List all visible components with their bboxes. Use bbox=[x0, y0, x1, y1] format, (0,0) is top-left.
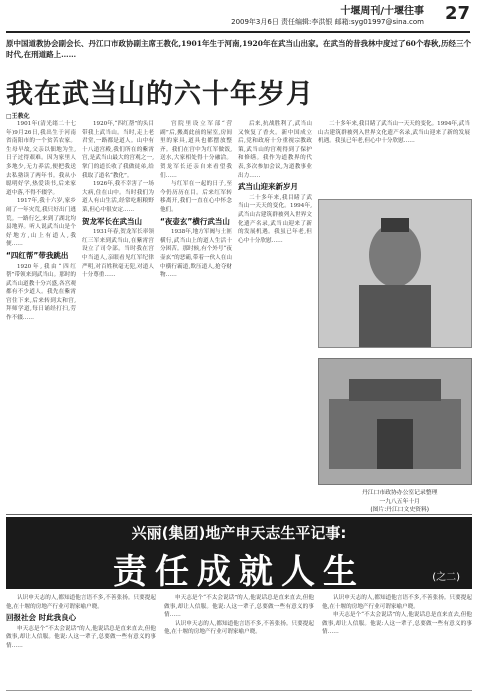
article-headline: 我在武当山的六十年岁月 bbox=[6, 79, 314, 110]
paragraph: 1920年,我由“四红帮”带领来到武当山。那时的武当山道教十分兴盛,各宫观都有不少道人。我先在紫霄宫住下来,后来转到太和宫,拜师学道,每日诵经打扫,劳作不辍…… bbox=[6, 263, 76, 322]
bottom-column-1 bbox=[6, 594, 156, 688]
issue-meta: 2009年3月6日 责任编辑:李洪银 邮箱:syg01997@sina.com bbox=[231, 18, 424, 26]
column-4 bbox=[238, 120, 312, 510]
paragraph: 申天志是个“不太会说话”的人,他说话总是直来直去,但他做事,却让人信服。他说:人这一辈子,总要做一些有意义的事情…… bbox=[164, 595, 314, 619]
historical-image bbox=[319, 359, 471, 484]
paragraph: 申天志是个“不太会说话”的人,他说话总是直来直去,但他做事,却让人信服。他说:人这一辈子,总要做一些有意义的事情…… bbox=[6, 625, 156, 649]
paragraph: 后来,抗战胜利了,武当山又恢复了香火。新中国成立后,党和政府十分重视宗教政策,武当山的宫观得到了保护和修缮。我作为道教界的代表,多次参加会议,为道教事业出力…… bbox=[238, 121, 312, 179]
page-number: 27 bbox=[444, 3, 470, 24]
paragraph: 认识申天志的人,都知道他言语不多,不善张扬。只要提起他,在十堰的房地产行业可谓家喻户晓。 bbox=[6, 595, 156, 610]
paragraph: 宫院里设立军部“营副”后,搬离此前的屋室,房间里的家具,道具也都摆放整齐。我们在宫中为红军做饭,送水,大家相处得十分融洽。贺龙军长还亲自来看望我们…… bbox=[160, 121, 232, 179]
section-subhead: “四红帮”带我跳出 bbox=[6, 250, 69, 260]
portrait-photo bbox=[318, 199, 472, 348]
historical-photo bbox=[318, 358, 472, 485]
paragraph: 认识申天志的人,都知道他言语不多,不善张扬。只要提起他,在十堰的房地产行业可谓家喻户晓。 bbox=[164, 620, 314, 636]
banner-part-tag: (之二) bbox=[432, 572, 460, 583]
paragraph: 1901年(清光绪二十七年)9月26日,我出生于河南省南阳市的一个贫苦农家。生母早故,父亲以佃地为生,日子过得艰难。因为家里人多地少,无力养活,便把我送去私塾读了两年书。我从小聪明好学,热爱读书,后来家道中落,不得不辍学。 bbox=[6, 121, 76, 196]
column-2 bbox=[82, 120, 154, 510]
bottom-rule bbox=[6, 690, 472, 691]
feature-banner bbox=[6, 517, 472, 592]
paragraph: 1931年春,贺龙军长率领红三军来到武当山,在紫霄宫设立了司令部。当时我在宫中当道人,亲眼看见红军纪律严明,对百姓秋毫无犯,对道人十分尊重…… bbox=[82, 229, 154, 279]
publication-title: 十堰周刊/十堰往事 bbox=[340, 6, 424, 17]
section-divider bbox=[6, 514, 472, 515]
paragraph: 1926年,我不幸害了一场大病,住在山中。当时我们为道人有山生活,经常吃粗粮野菜,但心中很安定…… bbox=[82, 181, 154, 213]
header-rule bbox=[6, 31, 470, 33]
section-subhead: 武当山迎来新岁月 bbox=[238, 182, 298, 192]
banner-kicker: 兴丽(集团)地产申天志生平记事: bbox=[131, 524, 347, 542]
paragraph: 认识申天志的人,都知道他言语不多,不善张扬。只要提起他,在十堰的房地产行业可谓家喻户晓。 bbox=[322, 595, 472, 610]
bottom-column-3 bbox=[322, 594, 472, 688]
page-header bbox=[0, 0, 478, 34]
column-1 bbox=[6, 120, 76, 510]
banner-title: 责任成就人生 bbox=[113, 552, 365, 592]
source-note: 丹江口市政协办公室记录整理 一九八五年十月 (图片:丹江口文史资料) bbox=[362, 490, 438, 514]
paragraph: 1917年,我十六岁,家乡闹了一年灾荒,我只好出门逃荒。一路行乞,来到了湖北均县地界。听人说武当山是个好地方,山上有道人,我便…… bbox=[6, 198, 76, 248]
paragraph: 与红军在一起的日子,至今仍历历在目。后来红军转移离开,我们一直在心中怀念他们。 bbox=[160, 181, 232, 213]
column-3 bbox=[160, 120, 232, 510]
paragraph: 二十多年来,我目睹了武当山一天天的变化。1994年,武当山古建筑群被列入世界文化遗产名录,武当山迎来了新的发展机遇。我虽已年老,但心中十分欣慰…… bbox=[238, 194, 312, 244]
section-subhead: “夜壶玄”横行武当山 bbox=[160, 216, 230, 226]
column-5-top bbox=[318, 120, 470, 196]
paragraph: 1938年,地方军阀与土匪横行,武当山上的道人生活十分困苦。那时候,有个外号“夜壶玄”的恶霸,带着一伙人在山中横行霸道,欺压道人,抢夺财物…… bbox=[160, 229, 232, 279]
portrait-image bbox=[319, 200, 471, 347]
paragraph: 1920年,“四红帮”的头目带我上武当山。当时,走上老君堂,一路都是道人。山中有十八道宫殿,我们所在的紫霄宫,是武当山最大的宫观之一,掌门的道长收了我做徒弟,给我取了道名“教化”。 bbox=[82, 121, 154, 179]
article-author: □王教化 bbox=[6, 113, 30, 120]
paragraph: 申天志是个“不太会说话”的人,他说话总是直来直去,但他做事,却让人信服。他说:人这一辈子,总要做一些有意义的事情…… bbox=[322, 612, 472, 636]
section-subhead: 贺龙军长在武当山 bbox=[82, 216, 142, 226]
paragraph: 二十多年来,我目睹了武当山一天天的变化。1994年,武当山古建筑群被列入世界文化遗产名录,武当山迎来了新的发展机遇。我虽已年老,但心中十分欣慰…… bbox=[318, 121, 470, 145]
section-subhead: 回报社会 时此我良心 bbox=[6, 613, 77, 623]
article-intro: 原中国道教协会副会长、丹江口市政协副主席王教化,1901年生于河南,1920年在武当山出家。在武当的昔我林中度过了60个春秋,历经三个时代,在刑道路上…… bbox=[6, 39, 472, 59]
bottom-column-2 bbox=[164, 594, 314, 688]
